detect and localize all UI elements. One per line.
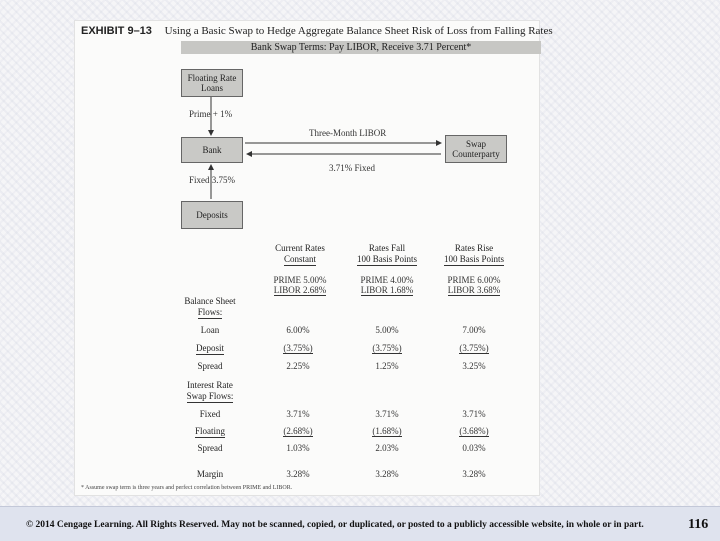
cell-text: (2.68%)	[283, 426, 313, 436]
swap-flows-header	[175, 380, 245, 403]
rates-fall	[342, 275, 432, 296]
bank-box: Bank	[181, 137, 243, 163]
floating-rate-loans-box: Floating Rate Loans	[181, 69, 243, 97]
deposits-box: Deposits	[181, 201, 243, 229]
row-label: Fixed	[199, 409, 221, 419]
column-header-line: Rates Rise	[454, 243, 494, 253]
column-header-line: Current Rates	[275, 243, 325, 253]
libor-rate: LIBOR 1.68%	[360, 285, 414, 295]
section-header-line: Swap Flows:	[186, 391, 234, 401]
cell: 3.71%	[286, 409, 310, 419]
balance-sheet-flows-header	[175, 296, 245, 319]
cell	[263, 426, 333, 437]
cell: 5.00%	[375, 325, 399, 335]
footer-bar	[0, 506, 720, 541]
flow-diagram-arrows	[75, 21, 541, 241]
row-label-text: Deposit	[196, 343, 224, 353]
cell-text: (3.75%)	[372, 343, 402, 353]
column-header-line: 100 Basis Points	[443, 254, 504, 264]
column-header-fall	[347, 243, 427, 266]
fixed-flow-label: 3.71% Fixed	[329, 163, 375, 173]
cell-text: (3.75%)	[459, 343, 489, 353]
column-header-line: 100 Basis Points	[356, 254, 417, 264]
cell: 7.00%	[462, 325, 486, 335]
exhibit-figure	[74, 20, 553, 496]
row-label	[175, 343, 245, 355]
cell: 3.25%	[462, 361, 486, 371]
page-number: 116	[688, 517, 709, 532]
exhibit-title-text: Using a Basic Swap to Hedge Aggregate Balance Sheet Risk of Loss from Falling Rates	[164, 25, 553, 37]
column-header-line: Rates Fall	[368, 243, 406, 253]
cell	[352, 343, 422, 354]
cell-text: (3.68%)	[459, 426, 489, 436]
row-label: Margin	[196, 469, 224, 479]
rates-current	[255, 275, 345, 296]
exhibit-number: EXHIBIT 9–13	[81, 25, 152, 37]
rates-rise	[429, 275, 519, 296]
cell-text: (3.75%)	[283, 343, 313, 353]
cell: 3.28%	[375, 469, 399, 479]
cell: 2.25%	[286, 361, 310, 371]
prime-rate: PRIME 5.00%	[273, 275, 327, 285]
cell: 3.28%	[462, 469, 486, 479]
loan-flow-label: Prime + 1%	[189, 109, 233, 119]
column-header-current	[265, 243, 335, 266]
cell	[439, 343, 509, 354]
cell	[439, 426, 509, 437]
libor-flow-label: Three-Month LIBOR	[309, 128, 387, 138]
section-header-line: Interest Rate	[187, 380, 233, 390]
cell: 2.03%	[375, 443, 399, 453]
cell: 1.03%	[286, 443, 310, 453]
cell	[352, 426, 422, 437]
libor-rate: LIBOR 3.68%	[447, 285, 501, 295]
cell: 3.71%	[375, 409, 399, 419]
section-header-line: Balance Sheet	[184, 296, 236, 306]
cell: 3.28%	[286, 469, 310, 479]
cell-text: (1.68%)	[372, 426, 402, 436]
column-header-line: Constant	[283, 254, 316, 264]
cell: 6.00%	[286, 325, 310, 335]
column-header-rise	[431, 243, 517, 266]
swap-counterparty-box: Swap Counterparty	[445, 135, 507, 163]
cell: 1.25%	[375, 361, 399, 371]
exhibit-footnote: * Assume swap term is three years and perfect correlation between PRIME and LIBOR.	[81, 485, 293, 491]
exhibit-subtitle: Bank Swap Terms: Pay LIBOR, Receive 3.71 Percent*	[181, 41, 541, 54]
row-label	[175, 426, 245, 438]
deposit-flow-label: Fixed 3.75%	[189, 175, 235, 185]
prime-rate: PRIME 4.00%	[360, 275, 414, 285]
cell: 3.71%	[462, 409, 486, 419]
cell	[263, 343, 333, 354]
copyright-notice: © 2014 Cengage Learning. All Rights Reserved. May not be scanned, copied, or duplicated, or posted to a publicly accessible website, in whole or in part.	[26, 520, 644, 530]
section-header-line: Flows:	[197, 307, 223, 317]
row-label: Loan	[200, 325, 220, 335]
row-label-text: Floating	[194, 426, 225, 436]
cell: 0.03%	[462, 443, 486, 453]
libor-rate: LIBOR 2.68%	[273, 285, 327, 295]
prime-rate: PRIME 6.00%	[447, 275, 501, 285]
row-label: Spread	[197, 361, 223, 371]
row-label: Spread	[197, 443, 223, 453]
